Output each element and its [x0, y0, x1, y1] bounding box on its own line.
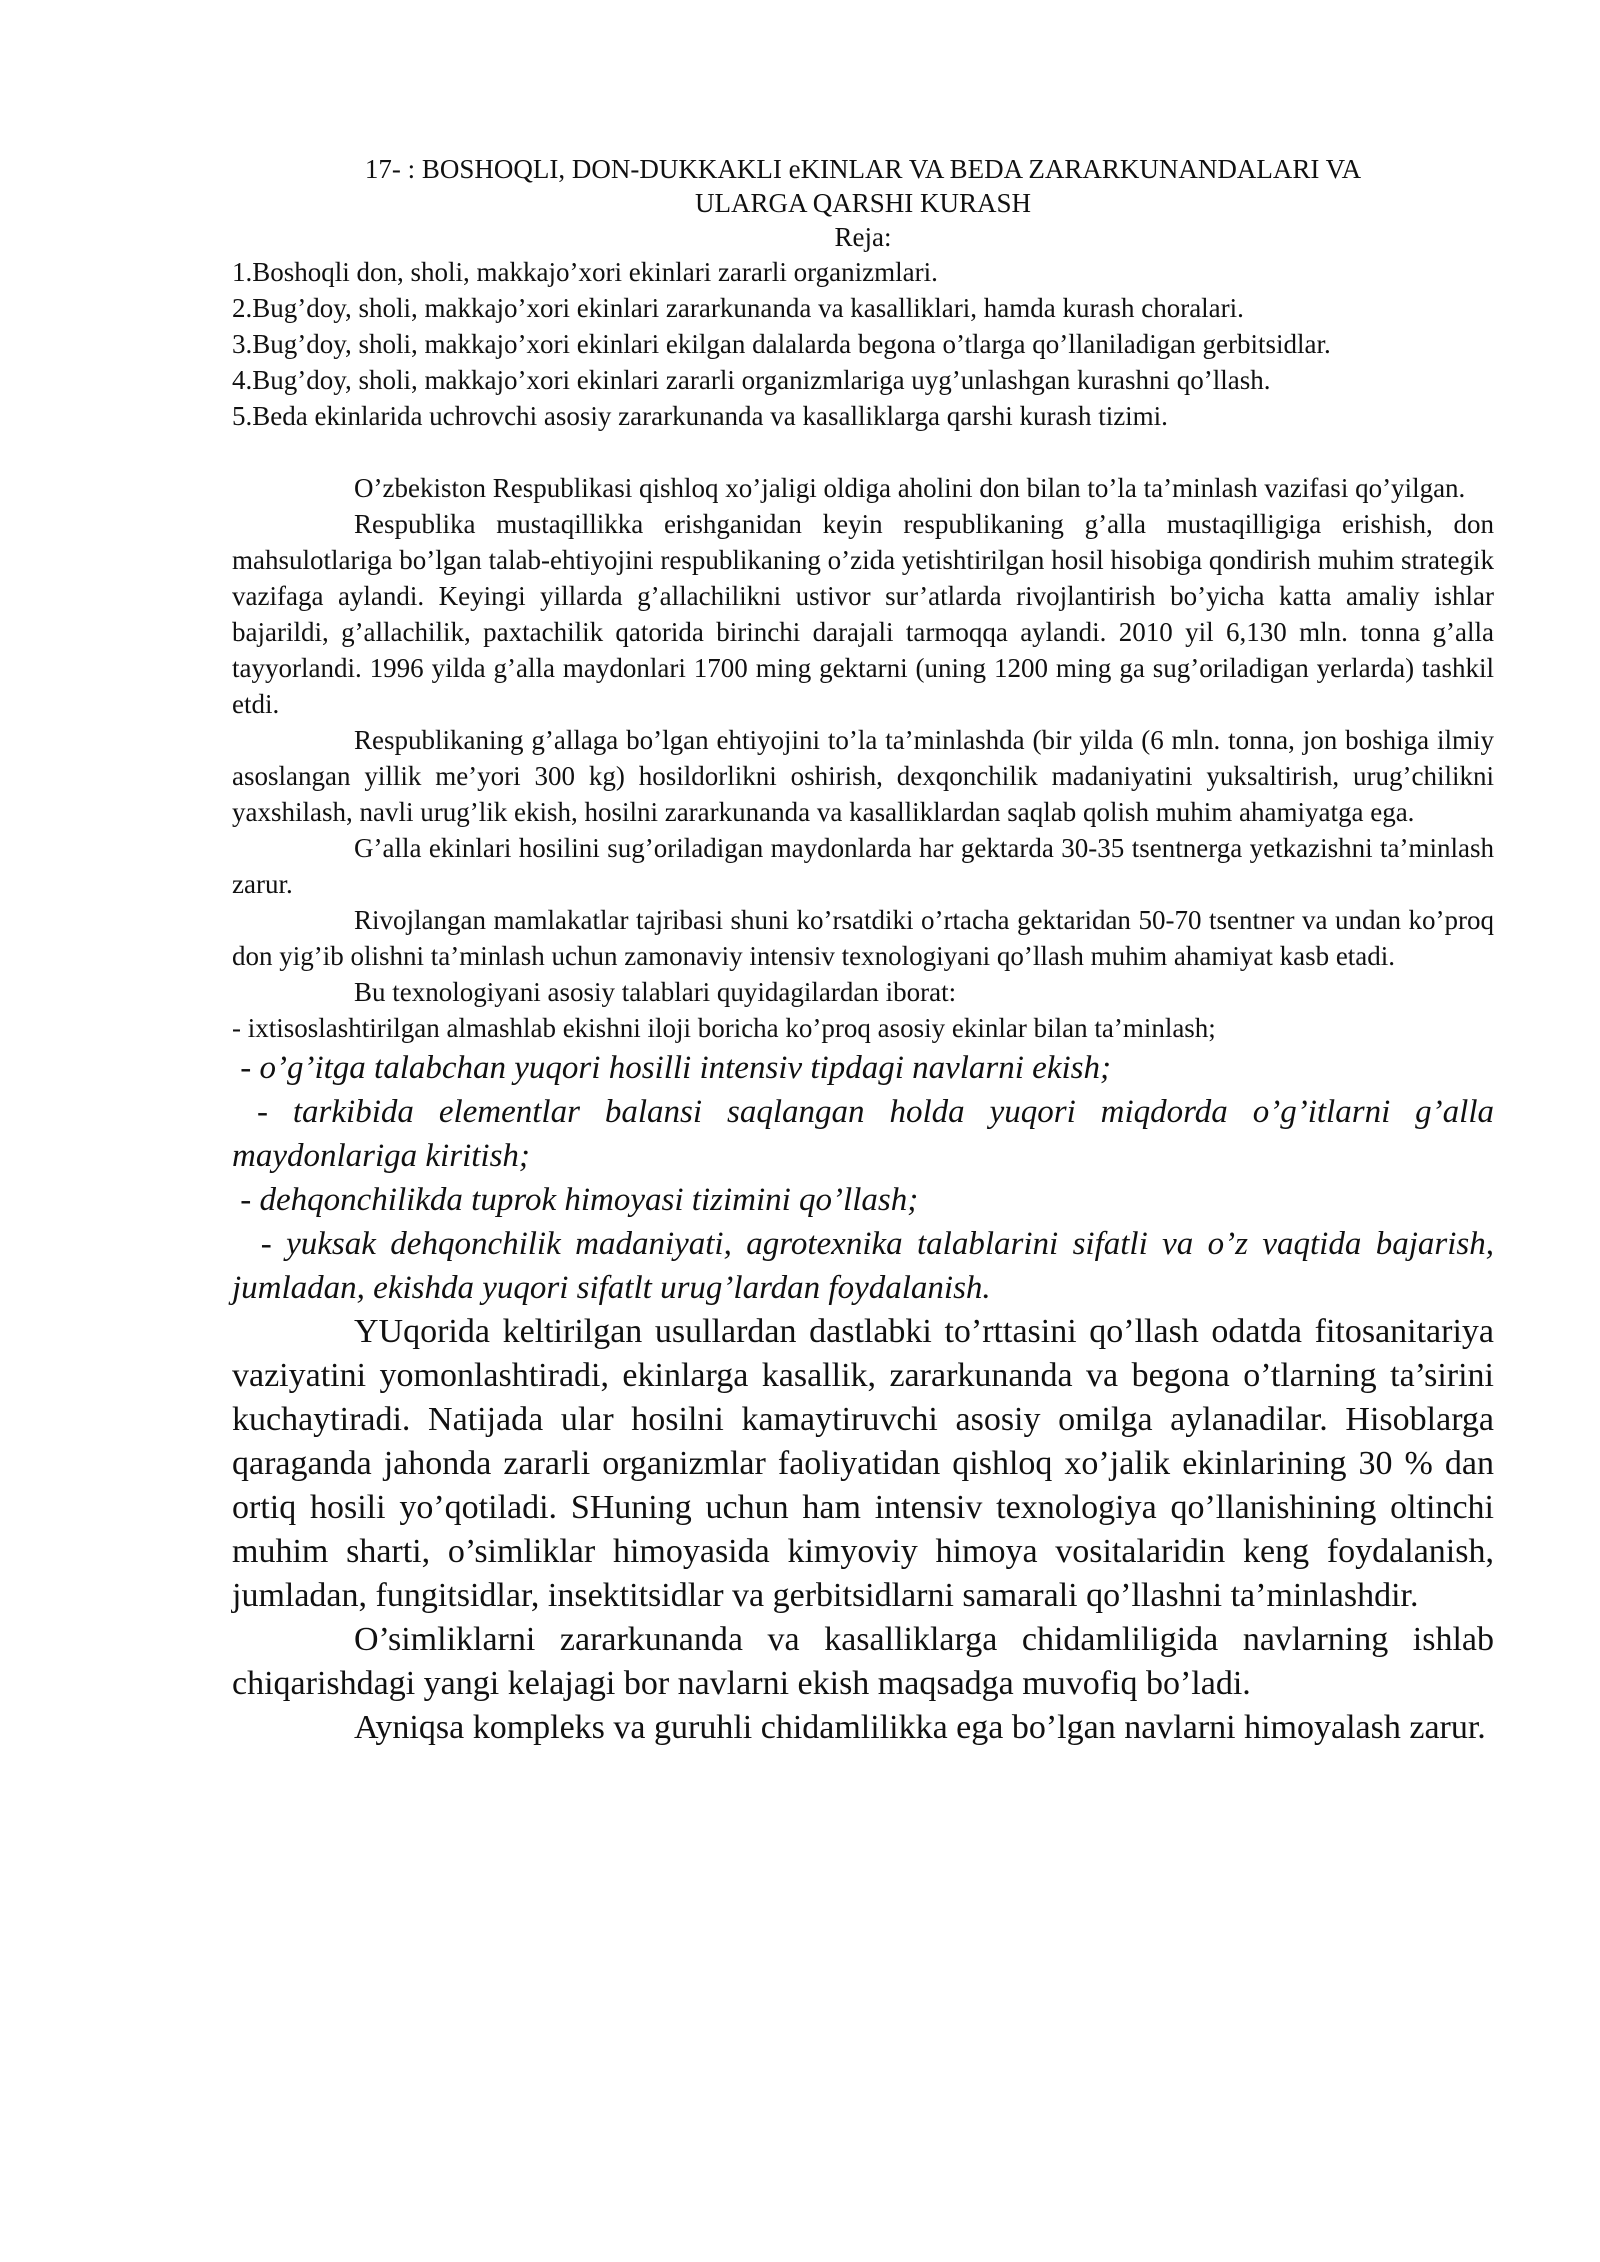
conclusion-paragraph: YUqorida keltirilgan usullardan dastlabki to’rttasini qo’llash odatda fitosanitariya vaziyatini yomonlashtiradi, ekinlarga kasallik, zararkunanda va begona o’tlarning ta’sirini kuchaytiradi. Natijada ular hosilni kamaytiruvchi asosiy omilga aylanadilar. Hisoblarga qaraganda jahonda zararli organizmlar faoliyatidan qishloq xo’jalik ekinlarining 30 % dan ortiq hosili yo’qotiladi. SHuning uchun ham intensiv texnologiya qo’llanishining oltinchi muhim sharti, o’simliklar himoyasida kimyoviy himoya vositalaridin keng foydalanish, jumladan, fungitsidlar, insektitsidlar va gerbitsidlarni samarali qo’llashni ta’minlashdir. — [232, 1313, 1494, 1614]
requirement-item: - yuksak dehqonchilik madaniyati, agrotexnika talablarini sifatli va o’z vaqtida bajarish, jumladan, ekishda yuqori sifatlt urug’lardan foydalanish. — [232, 1226, 1503, 1306]
plan-item: 3.Bug’doy, sholi, makkajo’xori ekinlari ekilgan dalalarda begona o’tlarga qo’llaniladigan gerbitsidlar. — [232, 329, 1331, 359]
title-line-1: 17- : BOSHOQLI, DON-DUKKAKLI eKINLAR VA BEDA ZARARKUNANDALARI VA — [364, 154, 1362, 184]
plan-item: 4.Bug’doy, sholi, makkajo’xori ekinlari zararli organizmlariga uyg’unlashgan kurashni qo’llash. — [232, 365, 1271, 395]
requirement-item: - dehqonchilikda tuprok himoyasi tizimini qo’llash; — [232, 1182, 919, 1218]
document-body — [232, 470, 1503, 1750]
conclusion-paragraph: Ayniqsa kompleks va guruhli chidamlilikka ega bo’lgan navlarni himoyalash zarur. — [354, 1709, 1486, 1746]
paragraph: Respublikaning g’allaga bo’lgan ehtiyojini to’la ta’minlashda (bir yilda (6 mln. tonna, jon boshiga ilmiy asoslangan yillik me’yori 300 kg) hosildorlikni oshirish, dexqonchilik madaniyatini yuksaltirish, urug’chilikni yaxshilash, navli urug’lik ekish, hosilni zararkunanda va kasalliklardan saqlab qolish muhim ahamiyatga ega. — [232, 725, 1494, 827]
paragraph: O’zbekiston Respublikasi qishloq xo’jaligi oldiga aholini don bilan to’la ta’minlash vazifasi qo’yilgan. — [354, 473, 1466, 503]
document-title — [232, 152, 1494, 220]
plan-item: 5.Beda ekinlarida uchrovchi asosiy zararkunanda va kasalliklarga qarshi kurash tizimi. — [232, 401, 1168, 431]
paragraph: G’alla ekinlari hosilini sug’oriladigan maydonlarda har gektarda 30-35 tsentnerga yetkazishni ta’minlash zarur. — [232, 833, 1494, 899]
paragraph: Respublika mustaqillikka erishganidan keyin respublikaning g’alla mustaqilligiga erishish, don mahsulotlariga bo’lgan talab-ehtiyojini respublikaning o’zida yetishtirilgan hosil hisobiga qondirish muhim strategik vazifaga aylandi. Keyingi yillarda g’allachilikni ustivor sur’atlarda rivojlantirish bo’yicha katta amaliy ishlar bajarildi, g’allachilik, paxtachilik qatorida birinchi darajali tarmoqqa aylandi. 2010 yil 6,130 mln. tonna g’alla tayyorlandi. 1996 yilda g’alla maydonlari 1700 ming gektarni (uning 1200 ming ga sug’oriladigan yerlarda) tashkil etdi. — [232, 509, 1494, 719]
plan-heading: Reja: — [834, 222, 892, 252]
requirement-item: - tarkibida elementlar balansi saqlangan holda yuqori miqdorda o’g’itlarni g’alla maydonlariga kiritish; — [232, 1094, 1503, 1174]
plan-item: 1.Boshoqli don, sholi, makkajo’xori ekinlari zararli organizmlari. — [232, 257, 938, 287]
requirement-item: - o’g’itga talabchan yuqori hosilli intensiv tipdagi navlarni ekish; — [232, 1050, 1111, 1086]
requirement-item: - ixtisoslashtirilgan almashlab ekishni iloji boricha ko’proq asosiy ekinlar bilan ta’minlash; — [232, 1013, 1216, 1043]
title-line-2: ULARGA QARSHI KURASH — [694, 188, 1032, 218]
plan-item: 2.Bug’doy, sholi, makkajo’xori ekinlari zararkunanda va kasalliklari, hamda kurash choralari. — [232, 293, 1244, 323]
conclusion-paragraph: O’simliklarni zararkunanda va kasalliklarga chidamliligida navlarning ishlab chiqarishdagi yangi kelajagi bor navlarni ekish maqsadga muvofiq bo’ladi. — [232, 1621, 1494, 1702]
plan-list — [232, 254, 1494, 434]
document-page — [232, 152, 1503, 1750]
paragraph: Rivojlangan mamlakatlar tajribasi shuni ko’rsatdiki o’rtacha gektaridan 50-70 tsentner va undan ko’proq don yig’ib olishni ta’minlash uchun zamonaviy intensiv texnologiyani qo’llash muhim ahamiyat kasb etadi. — [232, 905, 1494, 971]
paragraph: Bu texnologiyani asosiy talablari quyidagilardan iborat: — [354, 977, 957, 1007]
